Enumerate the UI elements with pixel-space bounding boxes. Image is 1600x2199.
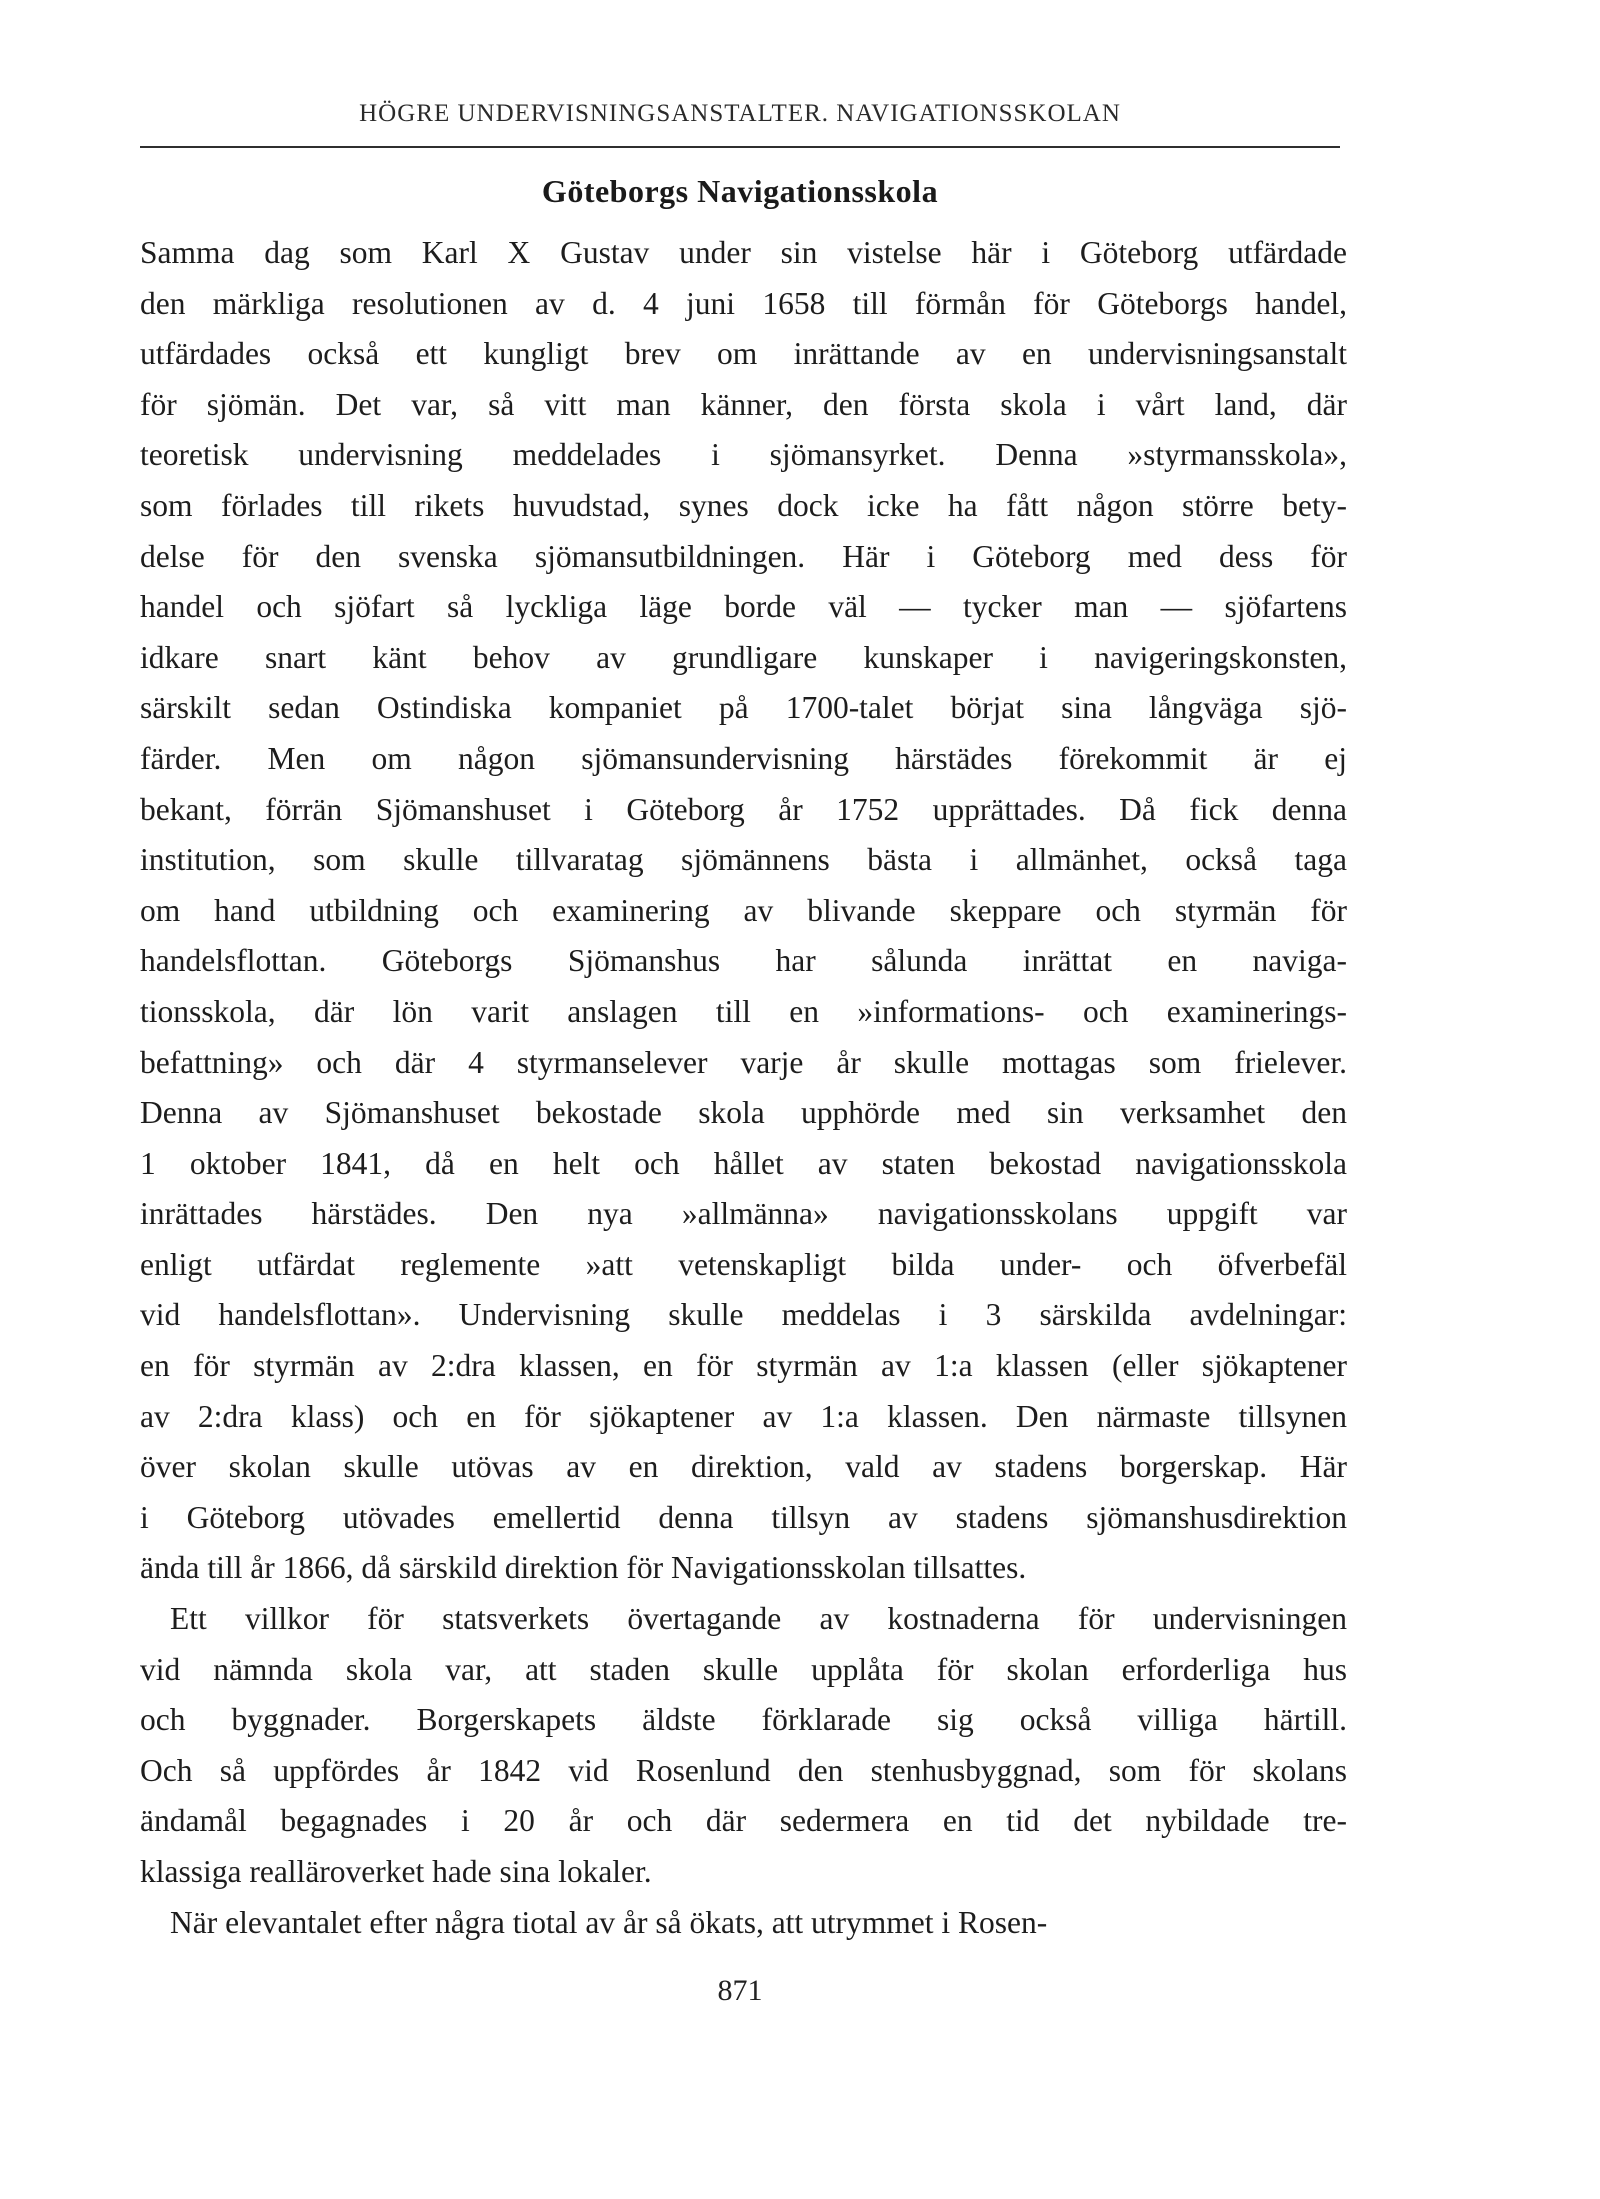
- paragraph: [140, 1594, 1347, 1898]
- text-line: klassiga realläroverket hade sina lokaler.: [140, 1854, 652, 1889]
- text-line: idkare snart känt behov av grundligare kunskaper i navigeringskonsten,: [140, 639, 1347, 675]
- text-line: om hand utbildning och examinering av blivande skeppare och styrmän för: [140, 892, 1347, 928]
- text-line: handel och sjöfart så lyckliga läge borde väl — tycker man — sjöfartens: [140, 589, 1347, 625]
- paragraph: [140, 228, 1347, 1594]
- text-line: vid handelsflottan». Undervisning skulle meddelas i 3 särskilda avdelningar:: [140, 1297, 1347, 1333]
- text-line: Samma dag som Karl X Gustav under sin vistelse här i Göteborg utfärdade: [140, 235, 1347, 270]
- article-body: [140, 228, 1347, 1948]
- text-line: utfärdades också ett kungligt brev om inrättande av en undervisningsanstalt: [140, 336, 1347, 372]
- text-line: befattning» och där 4 styrmanselever varje år skulle mottagas som frielever.: [140, 1044, 1347, 1080]
- text-line: en för styrmän av 2:dra klassen, en för styrmän av 1:a klassen (eller sjökaptener: [140, 1348, 1347, 1384]
- text-line: över skolan skulle utövas av en direktion, vald av stadens borgerskap. Här: [140, 1449, 1347, 1485]
- text-line: tionsskola, där lön varit anslagen till en »informations- och examinerings-: [140, 993, 1347, 1029]
- text-line: När elevantalet efter några tiotal av år så ökats, att utrymmet i Rosen-: [170, 1904, 1048, 1940]
- text-line: inrättades härstädes. Den nya »allmänna» navigationsskolans uppgift var: [140, 1196, 1347, 1232]
- header-rule: [140, 146, 1340, 148]
- text-line: ända till år 1866, då särskild direktion för Navigationsskolan tillsattes.: [140, 1550, 1027, 1586]
- text-line: handelsflottan. Göteborgs Sjömanshus har sålunda inrättat en naviga-: [140, 943, 1347, 979]
- running-head: HÖGRE UNDERVISNINGSANSTALTER. NAVIGATIONSSKOLAN: [359, 100, 1121, 127]
- text-line: Och så uppfördes år 1842 vid Rosenlund den stenhusbyggnad, som för skolans: [140, 1752, 1347, 1788]
- text-line: bekant, förrän Sjömanshuset i Göteborg år 1752 upprättades. Då fick denna: [140, 791, 1347, 827]
- text-line: som förlades till rikets huvudstad, synes dock icke ha fått någon större bety-: [140, 487, 1347, 523]
- text-line: ändamål begagnades i 20 år och där sedermera en tid det nybildade tre-: [140, 1803, 1347, 1839]
- text-line: 1 oktober 1841, då en helt och hållet av staten bekostad navigationsskola: [140, 1145, 1347, 1181]
- text-line: den märkliga resolutionen av d. 4 juni 1658 till förmån för Göteborgs handel,: [140, 285, 1347, 321]
- text-line: Ett villkor för statsverkets övertagande av kostnaderna för undervisningen: [170, 1601, 1347, 1637]
- article-title: Göteborgs Navigationsskola: [541, 173, 939, 209]
- text-line: delse för den svenska sjömansutbildningen. Här i Göteborg med dess för: [140, 538, 1347, 574]
- text-line: enligt utfärdat reglemente »att vetenskapligt bilda under- och öfverbefäl: [140, 1246, 1347, 1282]
- text-line: av 2:dra klass) och en för sjökaptener av 1:a klassen. Den närmaste tillsynen: [140, 1398, 1347, 1434]
- text-line: och byggnader. Borgerskapets äldste förklarade sig också villiga härtill.: [140, 1702, 1347, 1738]
- text-line: teoretisk undervisning meddelades i sjömansyrket. Denna »styrmansskola»,: [140, 437, 1347, 473]
- text-line: Denna av Sjömanshuset bekostade skola upphörde med sin verksamhet den: [140, 1095, 1347, 1131]
- text-line: för sjömän. Det var, så vitt man känner, den första skola i vårt land, där: [140, 386, 1347, 422]
- text-line: institution, som skulle tillvaratag sjömännens bästa i allmänhet, också taga: [140, 842, 1347, 878]
- text-line: i Göteborg utövades emellertid denna tillsyn av stadens sjömanshusdirektion: [140, 1499, 1347, 1535]
- text-line: vid nämnda skola var, att staden skulle upplåta för skolan erforderliga hus: [140, 1651, 1347, 1687]
- text-line: färder. Men om någon sjömansundervisning härstädes förekommit är ej: [140, 740, 1347, 776]
- page-number: 871: [717, 1974, 763, 2007]
- text-line: särskilt sedan Ostindiska kompaniet på 1700-talet börjat sina långväga sjö-: [140, 690, 1347, 726]
- paragraph: [140, 1898, 1347, 1949]
